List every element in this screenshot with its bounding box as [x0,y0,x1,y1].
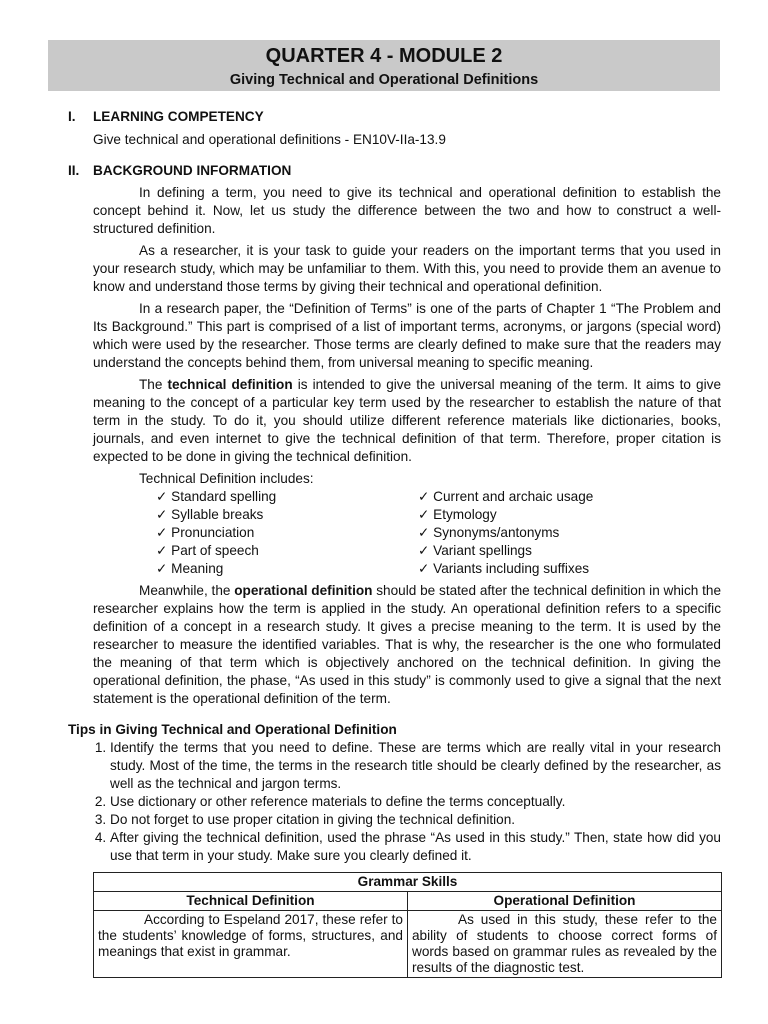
column-header-operational: Operational Definition [408,892,722,911]
list-item: ✓ Syllable breaks [156,507,264,522]
competency-text: Give technical and operational definitions - EN10V-IIa-13.9 [93,132,446,147]
list-item: ✓ Synonyms/antonyms [418,525,560,540]
checklist-left [156,488,418,578]
module-header [48,40,720,91]
paragraph-technical-definition: The technical definition is intended to give the universal meaning of the term. It aims to give meaning to the concept of a particular key term used by the researcher to establish the nature of that term in the study. To do it, you should utilize different reference materials like dictionaries, books, journals, and even internet to give the technical definition of that term. Therefore, proper citation is expected to be done in giving the technical definition. [93,377,721,464]
list-item: 1. Identify the terms that you need to define. These are terms which are really vital in your research study. Most of the time, the terms in the research title should be clearly defined by the researcher, as well as the technical and jargon terms. [110,739,721,793]
section-heading-learning-competency: I. LEARNING COMPETENCY [68,109,264,124]
column-header-technical: Technical Definition [94,892,408,911]
tips-heading: Tips in Giving Technical and Operational Definition [68,722,397,737]
grammar-skills-table [93,872,722,978]
table-cell-technical: According to Espeland 2017, these refer to the students’ knowledge of forms, structures, and meanings that exist in grammar. [94,911,408,978]
paragraph: In a research paper, the “Definition of Terms” is one of the parts of Chapter 1 “The Problem and Its Background.” This part is comprised of a list of important terms, acronyms, or jargons (special word) which were used by the researcher. Those terms are clearly defined to make sure that the readers may understand the concepts behind them, from universal meaning to specific meaning. [93,301,721,370]
table-cell-operational: As used in this study, these refer to the ability of students to choose correct forms of words based on grammar rules as revealed by the results of the diagnostic test. [408,911,722,978]
table-caption: Grammar Skills [94,873,722,892]
module-title: QUARTER 4 - MODULE 2 [265,45,503,67]
list-item: ✓ Variant spellings [418,543,532,558]
list-item: ✓ Etymology [418,507,497,522]
paragraph-operational-definition: Meanwhile, the operational definition should be stated after the technical definition in which the researcher explains how the term is applied in the study. An operational definition refers to a specific definition of a concept in a research study. It gives a precise meaning to the term. It is used by the researcher to measure the identified variables. That is why, the researcher is the one who formulated the meaning of that term which is objectively anchored on the technical definition. In giving the operational definition, the phase, “As used in this study” is commonly used to give a signal that the next statement is the operational definition of the term. [93,583,721,706]
list-item: ✓ Current and archaic usage [418,489,594,504]
list-item: ✓ Pronunciation [156,525,255,540]
paragraph: As a researcher, it is your task to guide your readers on the important terms that you used in your research study, which may be unfamiliar to them. With this, you need to provide them an avenue to know and understand those terms by giving their technical and operational definition. [93,243,721,294]
list-item: 2. Use dictionary or other reference materials to define the terms conceptually. [110,793,721,811]
operational-body [68,582,721,708]
table-row [94,911,722,978]
list-item: 3. Do not forget to use proper citation in giving the technical definition. [110,811,721,829]
paragraph: In defining a term, you need to give its technical and operational definition to establish the concept behind it. Now, let us study the difference between the two and how to construct a well-structured definition. [93,185,721,236]
module-content [68,108,721,865]
technical-checklist [68,488,721,578]
list-item: ✓ Variants including suffixes [418,561,590,576]
list-item: ✓ Part of speech [156,543,259,558]
list-item: ✓ Standard spelling [156,489,277,504]
background-body [68,184,721,488]
tips-list [68,739,721,865]
section-heading-background: II. BACKGROUND INFORMATION [68,163,292,178]
checklist-right [418,488,680,578]
list-item: 4. After giving the technical definition, used the phrase “As used in this study.” Then, state how did you use that term in your study. Make sure you clearly defined it. [110,829,721,865]
module-subtitle: Giving Technical and Operational Definitions [229,72,539,88]
includes-label: Technical Definition includes: [139,471,314,486]
list-item: ✓ Meaning [156,561,224,576]
